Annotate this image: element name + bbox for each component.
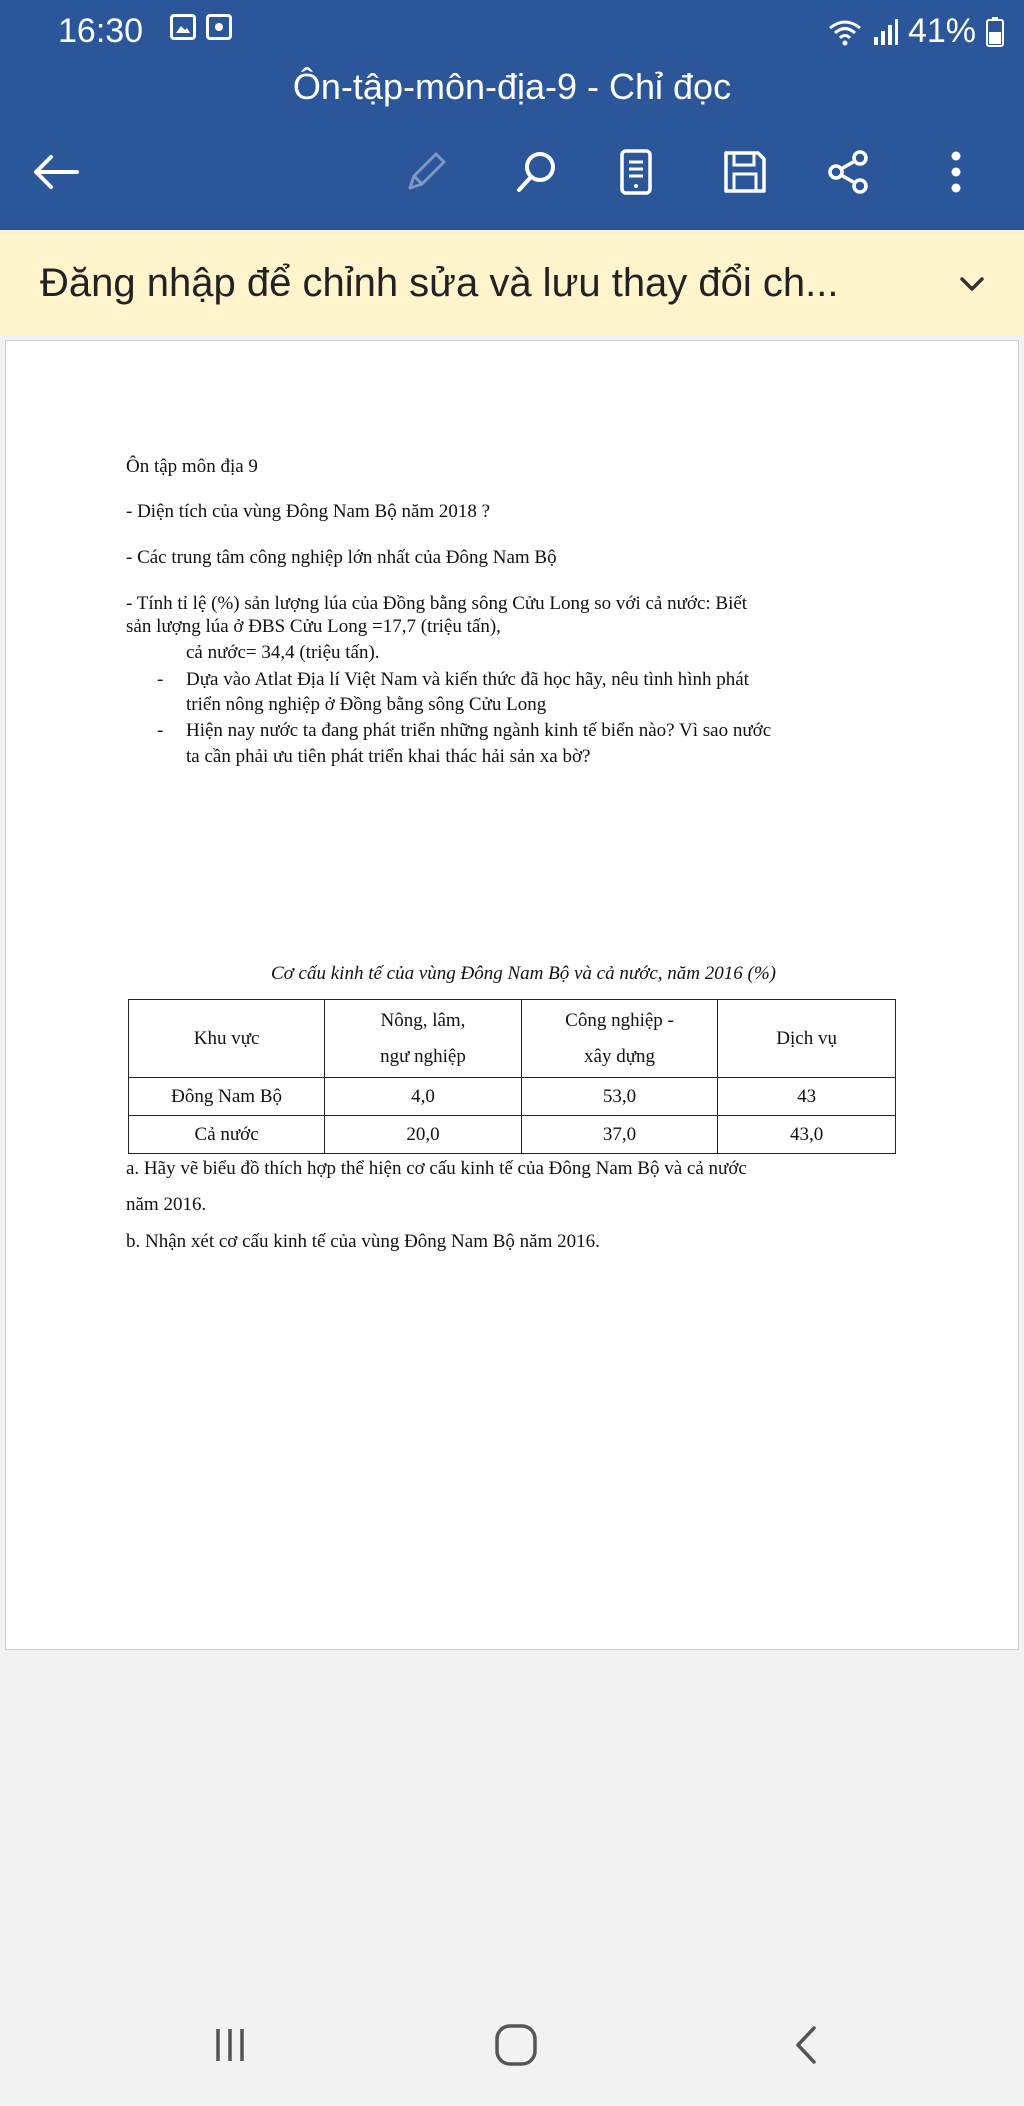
search-button[interactable] [506,142,566,202]
question-3-line-3: cả nước= 34,4 (triệu tấn). [186,642,380,663]
nav-back-button[interactable] [776,2015,836,2075]
recent-apps-icon [210,2025,250,2065]
cell-region: Đông Nam Bộ [129,1078,325,1116]
question-4-line-1: Dựa vào Atlat Địa lí Việt Nam và kiến thức đã học hãy, nêu tình hình phát [186,669,749,690]
table-caption: Cơ cấu kinh tế của vùng Đông Nam Bộ và cả nước, năm 2016 (%) [270,963,776,984]
bullet-dash: - [157,720,164,741]
cell-industry: 53,0 [521,1078,718,1116]
pencil-icon [402,148,450,196]
status-time: 16:30 [58,12,144,50]
header-industry [521,1000,718,1078]
header-region: Khu vực [129,1000,325,1078]
share-icon [824,148,872,196]
header-industry-line-2: xây dựng [584,1045,655,1067]
chevron-down-icon[interactable] [950,262,994,306]
document-page[interactable] [5,340,1019,1650]
battery-percent: 41% [907,12,976,50]
home-icon [493,2022,539,2068]
header-agriculture-line-1: Nông, lâm, [380,1009,466,1031]
recent-apps-button[interactable] [200,2015,260,2075]
save-button[interactable] [715,142,775,202]
cell-services: 43 [718,1078,896,1116]
task-a-line-1: a. Hãy vẽ biểu đồ thích hợp thể hiện cơ cấu kinh tế của Đông Nam Bộ và cả nước [126,1158,747,1179]
table-row [129,1116,896,1154]
battery-icon [986,17,1004,47]
bullet-dash: - [157,669,164,690]
doc-heading: Ôn tập môn địa 9 [126,456,258,477]
more-icon [949,148,963,196]
wifi-icon [828,18,862,46]
economic-structure-table [128,999,896,1154]
cell-industry: 37,0 [521,1116,718,1154]
save-icon [721,148,769,196]
header-services: Dịch vụ [718,1000,896,1078]
sign-in-banner[interactable] [0,230,1024,336]
task-b: b. Nhận xét cơ cấu kinh tế của vùng Đông Nam Bộ năm 2016. [126,1231,600,1252]
question-1: - Diện tích của vùng Đông Nam Bộ năm 2018 ? [126,501,491,522]
question-2: - Các trung tâm công nghiệp lớn nhất của Đông Nam Bộ [126,547,557,568]
header-agriculture-line-2: ngư nghiệp [380,1045,466,1067]
cell-region: Cả nước [129,1116,325,1154]
more-options-button[interactable] [926,142,986,202]
cell-services: 43,0 [718,1116,896,1154]
back-button[interactable] [26,142,86,202]
question-5-line-2: ta cần phải ưu tiên phát triển khai thác hải sản xa bờ? [186,746,591,767]
task-a-line-2: năm 2016. [126,1194,207,1215]
header-industry-line-1: Công nghiệp - [565,1009,674,1031]
table-row [129,1078,896,1116]
share-button[interactable] [818,142,878,202]
nav-back-icon [786,2022,826,2068]
table-header-row [129,1000,896,1078]
question-3-line-1: - Tính tỉ lệ (%) sản lượng lúa của Đồng bằng sông Cửu Long so với cả nước: Biết [126,593,748,614]
home-button[interactable] [486,2015,546,2075]
question-3-line-2: sản lượng lúa ở ĐBS Cửu Long =17,7 (triệu tấn), [126,616,501,637]
header-agriculture [325,1000,522,1078]
reading-view-icon [616,148,656,196]
document-title: Ôn-tập-môn-địa-9 - Chỉ đọc [292,66,732,107]
notification-icons [170,14,232,40]
question-5-line-1: Hiện nay nước ta đang phát triển những ngành kinh tế biển nào? Vì sao nước [186,720,772,741]
app-bar [0,0,1024,230]
banner-text: Đăng nhập để chỉnh sửa và lưu thay đổi ch... [40,260,839,305]
signal-icon [872,19,898,45]
back-arrow-icon [31,152,81,192]
reading-view-button[interactable] [606,142,666,202]
gallery-notification-icon [170,14,196,40]
cell-agriculture: 4,0 [325,1078,522,1116]
cell-agriculture: 20,0 [325,1116,522,1154]
edit-button[interactable] [396,142,456,202]
app-notification-icon [206,14,232,40]
status-right [828,12,1004,51]
search-icon [512,148,560,196]
system-nav-bar [0,1985,1024,2106]
question-4-line-2: triển nông nghiệp ở Đồng bằng sông Cửu Long [186,694,547,715]
